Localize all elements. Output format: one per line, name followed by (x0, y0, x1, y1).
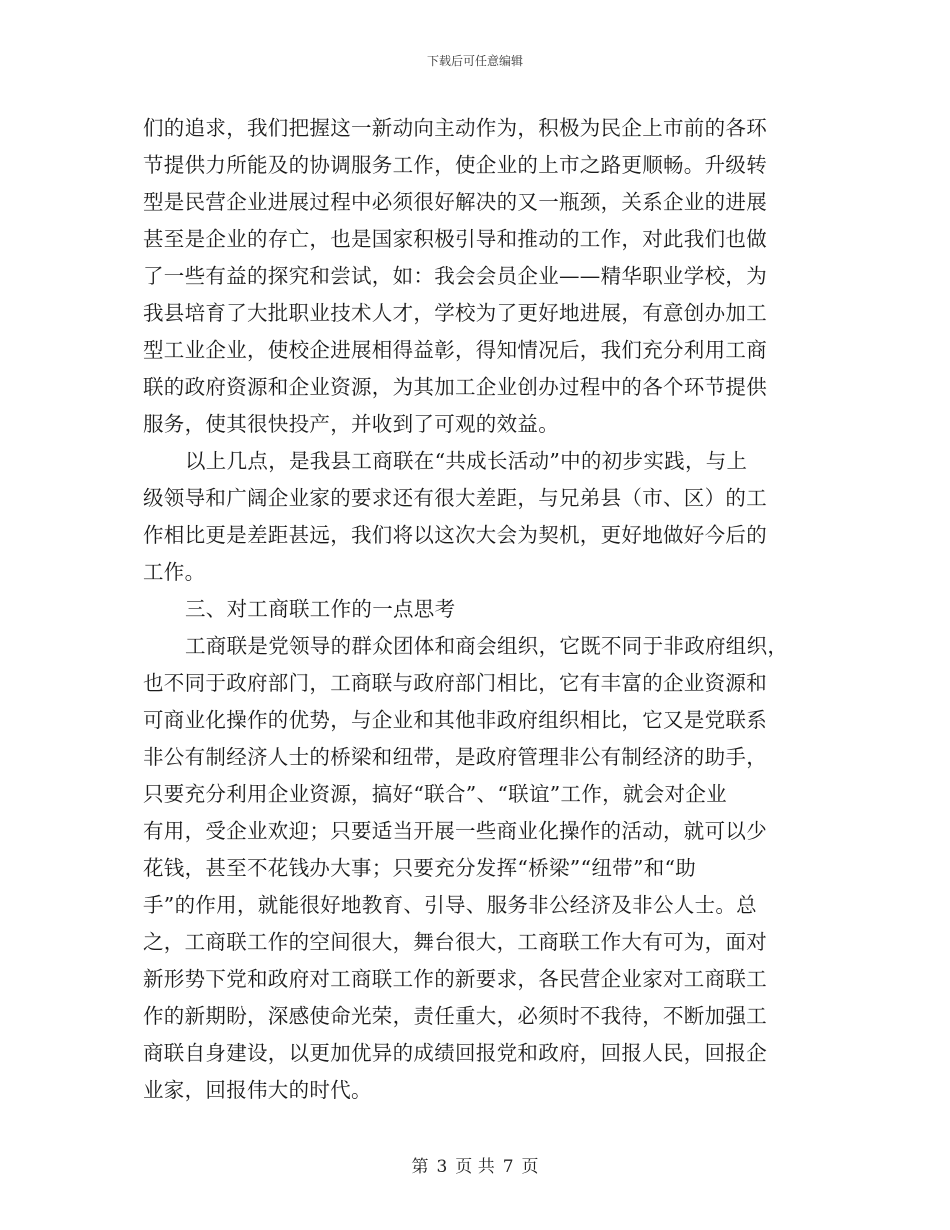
footer-current-page: 3 (436, 1157, 448, 1177)
footer-mid: 页 共 (455, 1157, 495, 1177)
text-line: 三、对工商联工作的一点思考 (185, 597, 456, 621)
text-line: 以上几点，是我县工商联在“共成长活动”中的初步实践，与上 (185, 449, 748, 473)
text-line: 型是民营企业进展过程中必须很好解决的又一瓶颈，关系企业的进展 (143, 190, 767, 214)
text-line: 作相比更是差距甚远，我们将以这次大会为契机，更好地做好今后的 (143, 523, 767, 547)
text-line: 节提供力所能及的协调服务工作，使企业的上市之路更顺畅。升级转 (143, 153, 767, 177)
footer-total-pages: 7 (502, 1157, 514, 1177)
footer-suffix: 页 (521, 1157, 539, 1177)
page-footer (0, 1152, 950, 1177)
text-line: 工作。 (143, 560, 206, 584)
text-line: 花钱，甚至不花钱办大事；只要充分发挥“桥梁”“纽带”和“助 (143, 856, 697, 880)
text-line: 级领导和广阔企业家的要求还有很大差距，与兄弟县（市、区）的工 (143, 486, 767, 510)
text-line: 型工业企业，使校企进展相得益彰，得知情况后，我们充分利用工商 (143, 338, 767, 362)
text-line: 可商业化操作的优势，与企业和其他非政府组织相比，它又是党联系 (143, 708, 767, 732)
text-line: 甚至是企业的存亡，也是国家积极引导和推动的工作，对此我们也做 (143, 227, 767, 251)
text-line: 手”的作用，就能很好地教育、引导、服务非公经济及非公人士。总 (143, 893, 757, 917)
header-note: 下载后可任意编辑 (426, 54, 523, 68)
text-line: 工商联是党领导的群众团体和商会组织，它既不同于非政府组织， (185, 634, 789, 658)
text-line: 们的追求，我们把握这一新动向主动作为，积极为民企上市前的各环 (143, 116, 767, 140)
text-line: 有用，受企业欢迎；只要适当开展一些商业化操作的活动，就可以少 (143, 819, 767, 843)
text-line: 了一些有益的探究和尝试，如：我会会员企业——精华职业学校，为 (143, 264, 767, 288)
text-line: 也不同于政府部门，工商联与政府部门相比，它有丰富的企业资源和 (143, 671, 767, 695)
text-line: 业家，回报伟大的时代。 (143, 1078, 372, 1102)
text-line: 只要充分利用企业资源，搞好“联合”、“联谊”工作，就会对企业 (143, 782, 727, 806)
text-line: 服务，使其很快投产，并收到了可观的效益。 (143, 412, 559, 436)
document-body (143, 110, 813, 1109)
footer-prefix: 第 (411, 1157, 429, 1177)
text-line: 非公有制经济人士的桥梁和纽带，是政府管理非公有制经济的助手， (143, 745, 767, 769)
text-line: 商联自身建设，以更加优异的成绩回报党和政府，回报人民，回报企 (143, 1041, 767, 1065)
text-line: 我县培育了大批职业技术人才，学校为了更好地进展，有意创办加工 (143, 301, 767, 325)
text-line: 联的政府资源和企业资源，为其加工企业创办过程中的各个环节提供 (143, 375, 767, 399)
text-line: 之，工商联工作的空间很大，舞台很大，工商联工作大有可为，面对 (143, 930, 767, 954)
text-line: 作的新期盼，深感使命光荣，责任重大，必须时不我待，不断加强工 (143, 1004, 767, 1028)
text-line: 新形势下党和政府对工商联工作的新要求，各民营企业家对工商联工 (143, 967, 767, 991)
